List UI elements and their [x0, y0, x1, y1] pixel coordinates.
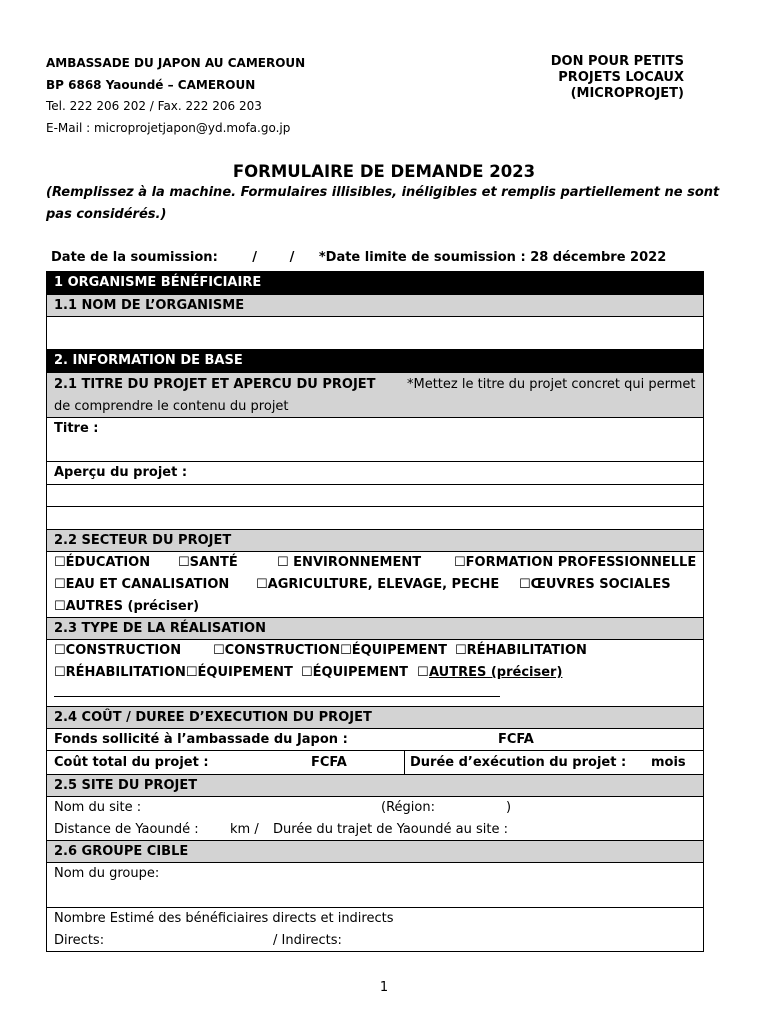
- project-title-label: Titre :: [54, 421, 99, 436]
- sector-formation-checkbox[interactable]: ☐FORMATION PROFESSIONNELLE: [454, 555, 697, 570]
- fonds-sollicite-row[interactable]: [47, 729, 703, 751]
- program-title-line-3: (MICROPROJET): [570, 86, 684, 101]
- section-2-4-header: [47, 707, 703, 729]
- embassy-address: BP 6868 Yaoundé – CAMEROUN: [46, 78, 256, 92]
- section-2-5-header: [47, 775, 703, 797]
- section-2-1-note: *Mettez le titre du projet concret qui permet: [407, 377, 696, 392]
- beneficiaries-field[interactable]: [47, 908, 703, 952]
- section-2-title: 2. INFORMATION DE BASE: [54, 353, 243, 368]
- embassy-email: E-Mail : microprojetjapon@yd.mofa.go.jp: [46, 121, 291, 135]
- section-2-1-header: [47, 373, 703, 418]
- program-title-line-2: PROJETS LOCAUX: [558, 70, 684, 85]
- site-distance-unit: km /: [230, 822, 259, 837]
- fonds-sollicite-unit: FCFA: [498, 732, 534, 747]
- duree-execution-unit: mois: [651, 755, 686, 770]
- date-slash-2: /: [289, 250, 295, 265]
- section-2-6-header: [47, 841, 703, 863]
- type-equipement-checkbox[interactable]: ☐ÉQUIPEMENT: [301, 665, 408, 680]
- site-name-label: Nom du site :: [54, 800, 142, 815]
- realisation-type-options: [47, 640, 703, 707]
- page-number: 1: [379, 980, 389, 995]
- date-slash-1: /: [252, 250, 258, 265]
- type-construction-equipement-checkbox[interactable]: ☐CONSTRUCTION☐ÉQUIPEMENT: [213, 643, 448, 658]
- section-2-3-title: 2.3 TYPE DE LA RÉALISATION: [54, 621, 266, 636]
- duree-execution-label: Durée d’exécution du projet :: [410, 755, 627, 770]
- target-group-name-field[interactable]: [47, 863, 703, 908]
- sector-oeuvres-sociales-checkbox[interactable]: ☐ŒUVRES SOCIALES: [519, 577, 671, 592]
- organisme-name-field[interactable]: [47, 317, 703, 350]
- project-title-field[interactable]: [47, 418, 703, 462]
- project-overview-line-2[interactable]: [47, 507, 703, 530]
- section-2-6-title: 2.6 GROUPE CIBLE: [54, 844, 189, 859]
- cout-duree-row: [47, 751, 703, 775]
- section-2-2-title: 2.2 SECTEUR DU PROJET: [54, 533, 232, 548]
- section-1-header: [47, 272, 703, 295]
- site-distance-label: Distance de Yaoundé :: [54, 822, 199, 837]
- site-projet-fields[interactable]: [47, 797, 703, 841]
- cout-total-label: Coût total du projet :: [54, 755, 209, 770]
- program-title-line-1: DON POUR PETITS: [550, 54, 684, 69]
- project-overview-line-1[interactable]: [47, 485, 703, 507]
- site-region-label: (Région:: [381, 800, 435, 815]
- cout-duree-divider: [404, 751, 405, 774]
- section-2-3-header: [47, 618, 703, 640]
- section-2-2-header: [47, 530, 703, 552]
- sector-sante-checkbox[interactable]: ☐SANTÉ: [178, 555, 238, 570]
- site-travel-time-label: Durée du trajet de Yaoundé au site :: [273, 822, 508, 837]
- submission-date-label: Date de la soumission:: [51, 250, 218, 265]
- submission-date-line: [51, 250, 666, 265]
- section-2-header: [47, 350, 703, 373]
- project-overview-label: Aperçu du projet :: [54, 465, 188, 480]
- sector-eau-checkbox[interactable]: ☐EAU ET CANALISATION: [54, 577, 230, 592]
- section-1-title: 1 ORGANISME BÉNÉFICIAIRE: [54, 275, 262, 290]
- beneficiaries-label: Nombre Estimé des bénéficiaires directs et indirects: [54, 911, 394, 926]
- embassy-phone-fax: Tel. 222 206 202 / Fax. 222 206 203: [46, 99, 262, 113]
- site-region-close: ): [506, 800, 512, 815]
- section-2-5-title: 2.5 SITE DU PROJET: [54, 778, 198, 793]
- target-group-name-label: Nom du groupe:: [54, 866, 160, 881]
- cout-total-unit: FCFA: [311, 755, 347, 770]
- section-2-1-note-continued: de comprendre le contenu du projet: [54, 399, 289, 414]
- type-rehabilitation-equipement-checkbox[interactable]: ☐RÉHABILITATION☐ÉQUIPEMENT: [54, 665, 293, 680]
- type-construction-checkbox[interactable]: ☐CONSTRUCTION: [54, 643, 182, 658]
- section-1-1-title: 1.1 NOM DE L’ORGANISME: [54, 298, 245, 313]
- section-1-1-header: [47, 295, 703, 317]
- autres-specify-line[interactable]: [54, 696, 500, 697]
- embassy-name: AMBASSADE DU JAPON AU CAMEROUN: [46, 56, 306, 70]
- submission-deadline: *Date limite de soumission : 28 décembre 2022: [318, 250, 667, 265]
- type-autres-label: AUTRES (préciser): [429, 665, 563, 680]
- direct-beneficiaries-label: Directs:: [54, 933, 105, 948]
- type-rehabilitation-checkbox[interactable]: ☐RÉHABILITATION: [455, 643, 587, 658]
- sector-environnement-checkbox[interactable]: ☐ ENVIRONNEMENT: [277, 555, 422, 570]
- indirect-beneficiaries-label: / Indirects:: [273, 933, 342, 948]
- form-title: FORMULAIRE DE DEMANDE 2023: [232, 162, 536, 181]
- sector-autres-checkbox[interactable]: ☐AUTRES (préciser): [54, 599, 200, 614]
- section-2-4-title: 2.4 COÛT / DUREE D’EXECUTION DU PROJET: [54, 710, 372, 725]
- form-instructions: (Remplissez à la machine. Formulaires illisibles, inéligibles et remplis partiellement ne sont pas considérés.): [46, 185, 720, 222]
- project-overview-field[interactable]: [47, 462, 703, 485]
- type-autres-checkbox[interactable]: ☐: [417, 665, 429, 680]
- sector-agriculture-checkbox[interactable]: ☐AGRICULTURE, ELEVAGE, PECHE: [256, 577, 500, 592]
- application-form-table: [46, 271, 704, 952]
- section-2-1-title: 2.1 TITRE DU PROJET ET APERCU DU PROJET: [54, 377, 376, 392]
- fonds-sollicite-label: Fonds sollicité à l’ambassade du Japon :: [54, 732, 348, 747]
- sector-education-checkbox[interactable]: ☐ÉDUCATION: [54, 555, 151, 570]
- project-sector-options: [47, 552, 703, 618]
